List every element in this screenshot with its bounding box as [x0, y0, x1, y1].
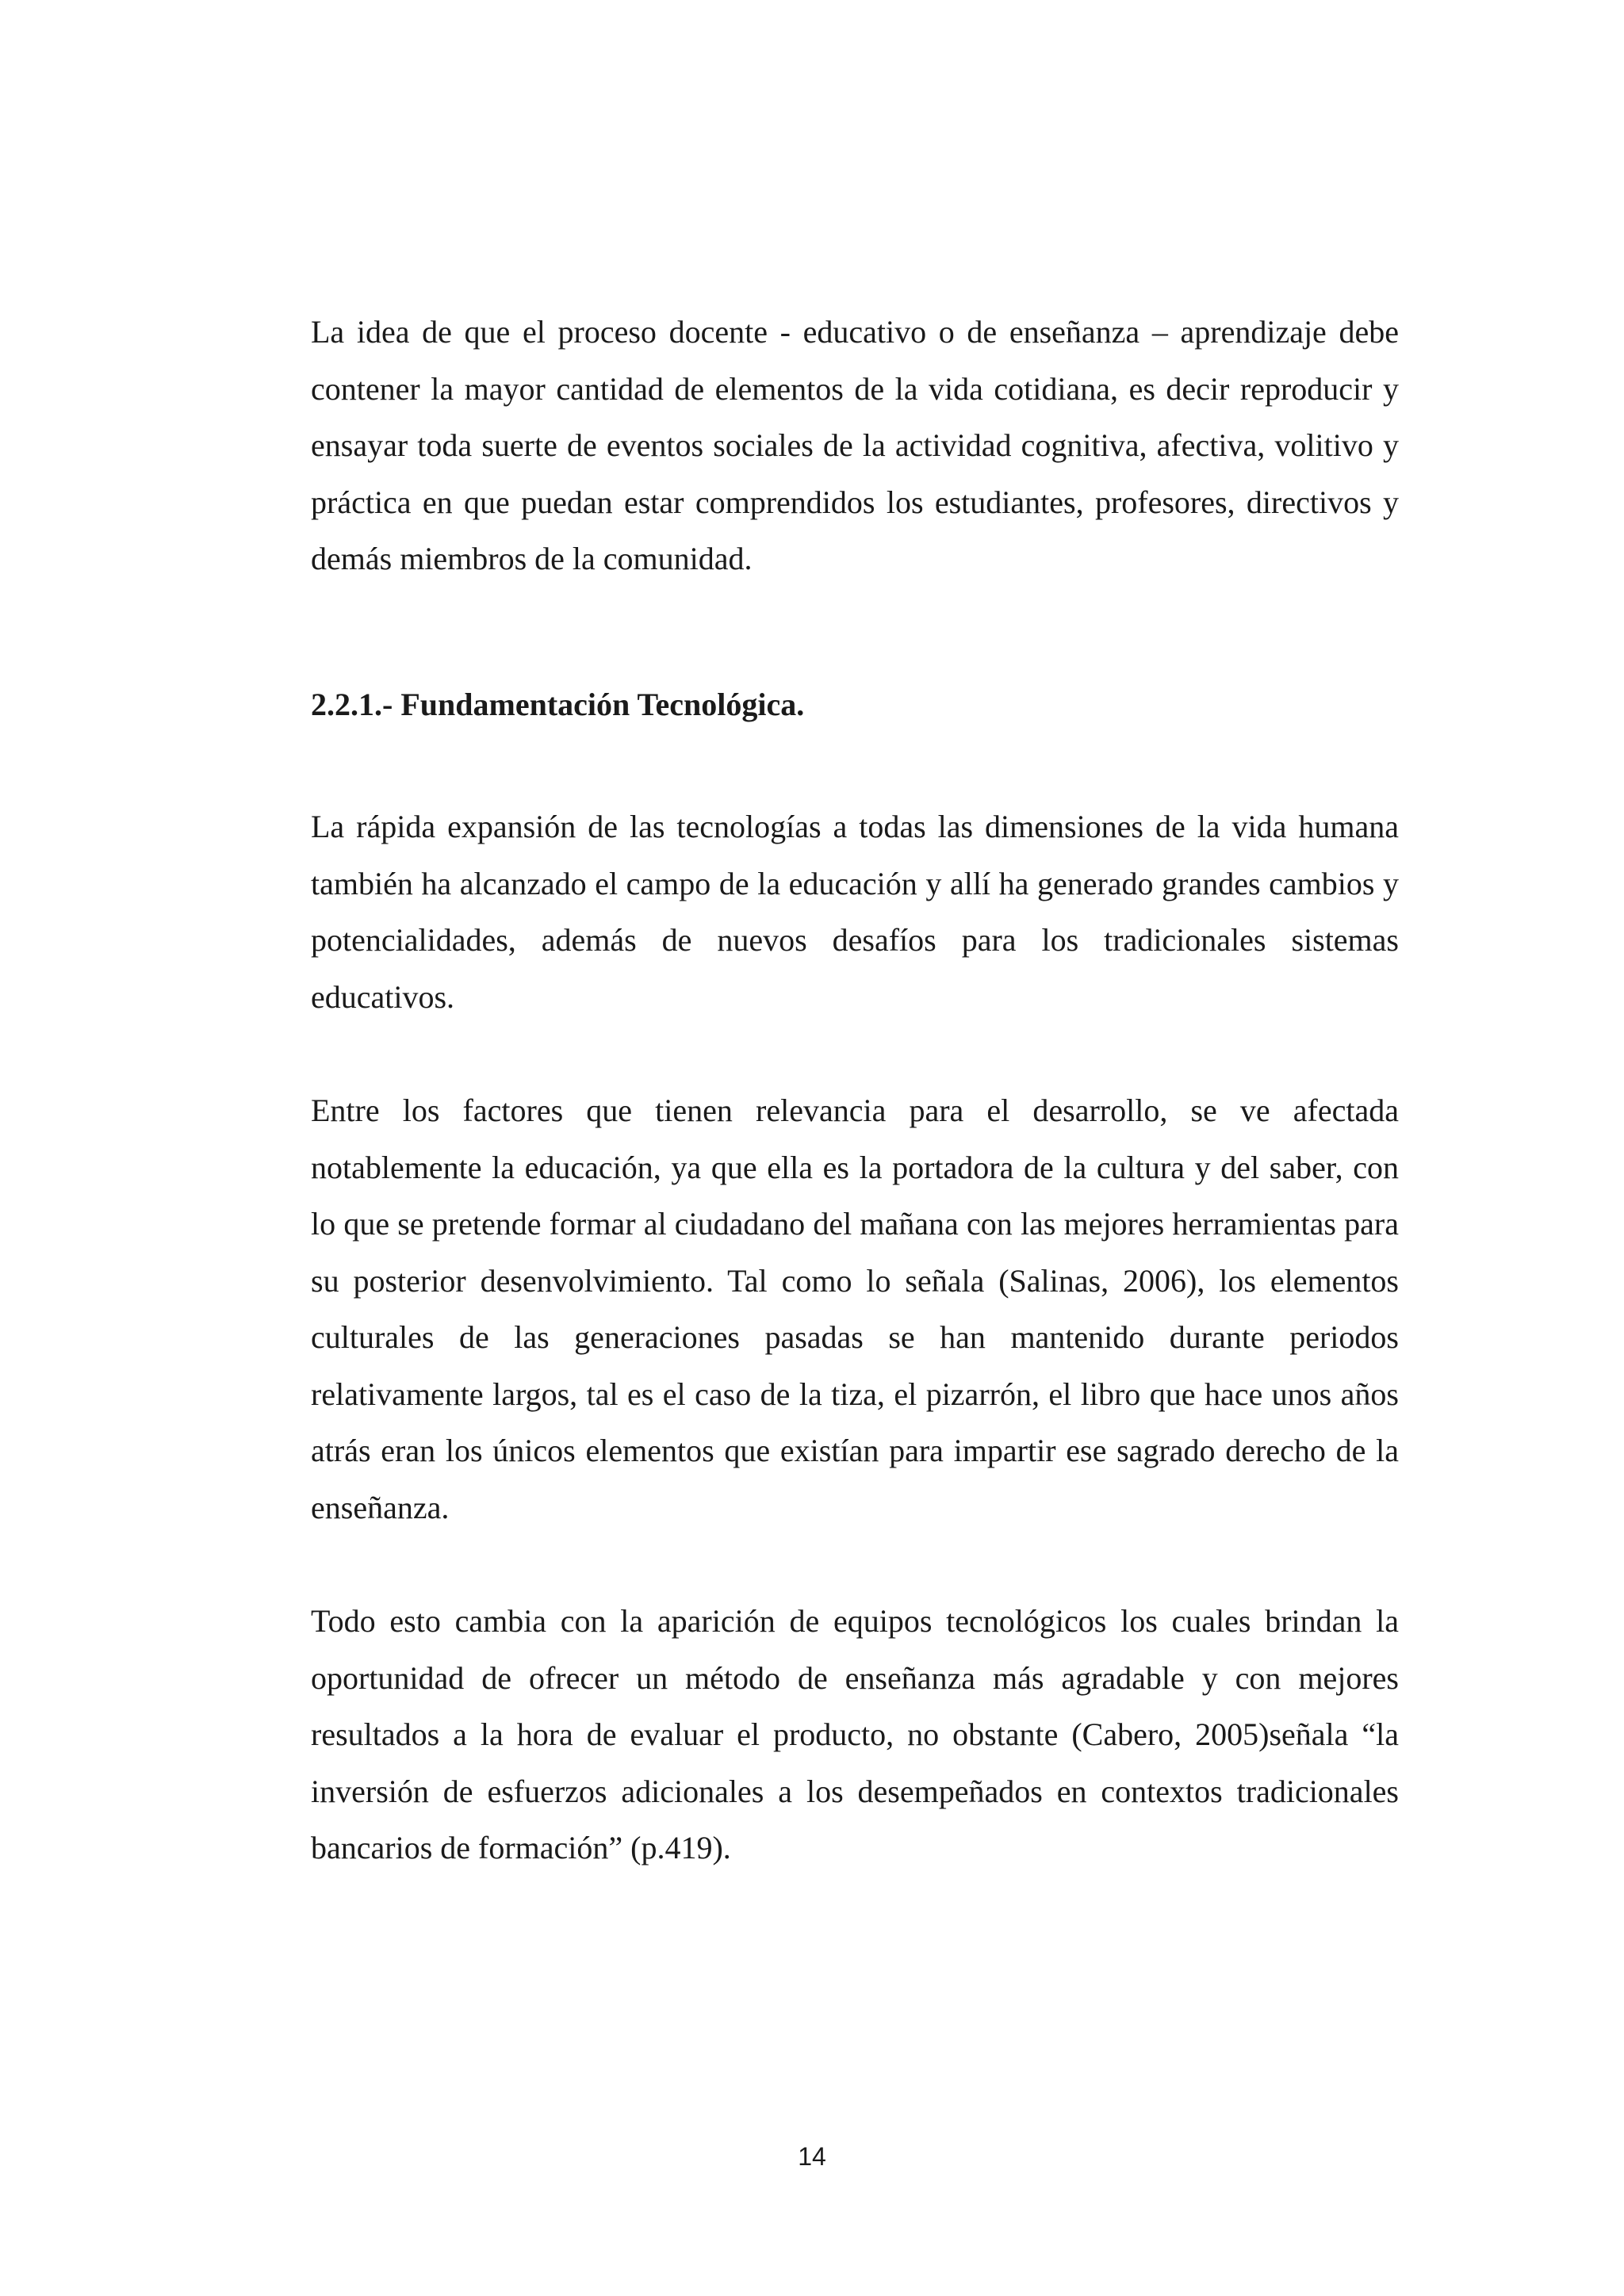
- paragraph-proceso-docente: La idea de que el proceso docente - educativo o de enseñanza – aprendizaje debe contener la mayor cantidad de elementos de la vida cotidiana, es decir reproducir y ensayar toda suerte de eventos sociales de la actividad cognitiva, afectiva, volitivo y práctica en que puedan estar comprendidos los estudiantes, profesores, directivos y demás miembros de la comunidad.: [311, 314, 1399, 576]
- section-heading: 2.2.1.- Fundamentación Tecnológica.: [311, 687, 805, 722]
- page-number: 14: [798, 2142, 826, 2171]
- paragraph-equipos-tecnologicos: Todo esto cambia con la aparición de equipos tecnológicos los cuales brindan la oportunidad de ofrecer un método de enseñanza más agradable y con mejores resultados a la hora de evaluar el producto, no obstante (Cabero, 2005)señala “la inversión de esfuerzos adicionales a los desempeñados en contextos tradicionales bancarios de formación” (p.419).: [311, 1603, 1399, 1866]
- paragraph-expansion-tecnologias: La rápida expansión de las tecnologías a todas las dimensiones de la vida humana también ha alcanzado el campo de la educación y allí ha generado grandes cambios y potencialidades, además de nuevos desafíos para los tradicionales sistemas educativos.: [311, 809, 1399, 1015]
- paragraph-factores-desarrollo: Entre los factores que tienen relevancia para el desarrollo, se ve afectada notablemente la educación, ya que ella es la portadora de la cultura y del saber, con lo que se pretende formar al ciudadano del mañana con las mejores herramientas para su posterior desenvolvimiento. Tal como lo señala (Salinas, 2006), los elementos culturales de las generaciones pasadas se han mantenido durante periodos relativamente largos, tal es el caso de la tiza, el pizarrón, el libro que hace unos años atrás eran los únicos elementos que existían para impartir ese sagrado derecho de la enseñanza.: [311, 1093, 1399, 1525]
